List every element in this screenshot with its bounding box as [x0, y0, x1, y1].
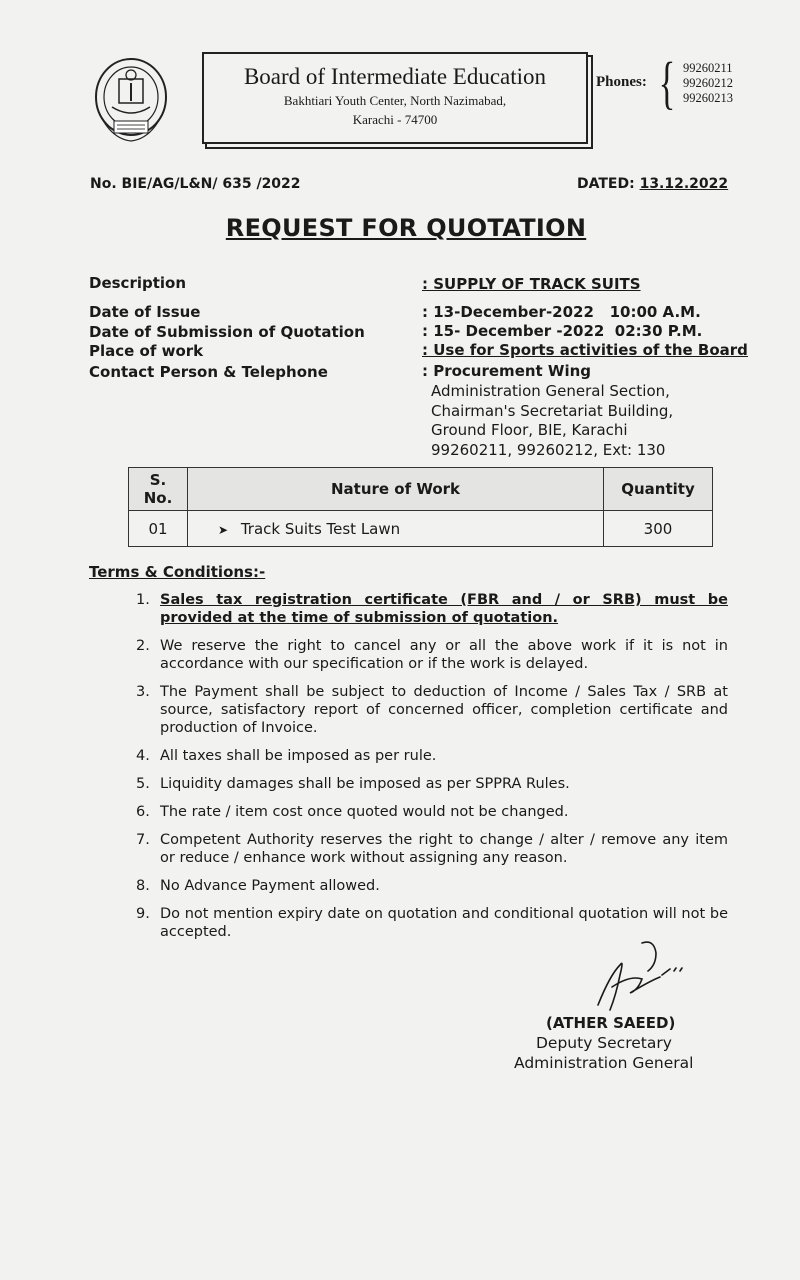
dated-line: [577, 176, 728, 192]
place-of-work-label: Place of work: [89, 342, 204, 360]
description-value: : SUPPLY OF TRACK SUITS: [422, 275, 641, 293]
document-title: REQUEST FOR QUOTATION: [225, 214, 587, 242]
dated-value: 13.12.2022: [639, 176, 729, 192]
organization-address-line-2: Karachi - 74700: [352, 112, 438, 127]
work-description: Track Suits Test Lawn: [240, 519, 401, 538]
organization-address-line-1: Bakhtiari Youth Center, North Nazimabad,: [283, 93, 507, 108]
submission-date-value: : 15- December -2022 02:30 P.M.: [422, 322, 703, 340]
contact-label: Contact Person & Telephone: [89, 363, 328, 381]
phones-label: Phones:: [596, 74, 647, 90]
term-item: 7. Competent Authority reserves the right to change / alter / remove any item or reduce / enhance work without assigning any reason.: [136, 832, 728, 866]
contact-value: : Procurement Wing: [422, 362, 592, 380]
description-label: Description: [89, 274, 187, 292]
submission-date-label: Date of Submission of Quotation: [89, 323, 365, 341]
signatory-department: Administration General: [514, 1054, 694, 1072]
handwritten-signature: [590, 935, 690, 1015]
term-item: 5. Liquidity damages shall be imposed as per SPPRA Rules.: [136, 776, 570, 792]
terms-heading: Terms & Conditions:-: [89, 563, 266, 581]
bullet-arrow-icon: ➤: [218, 522, 229, 537]
contact-address-line: Chairman's Secretariat Building,: [431, 402, 674, 420]
terms-list: [136, 591, 728, 951]
term-item: 3. The Payment shall be subject to deduction of Income / Sales Tax / SRB at source, satisfactory report of concerned officer, completion certificate and production of Invoice.: [136, 684, 728, 736]
letterhead-box: [202, 52, 588, 144]
header-sno: S. No.: [129, 468, 188, 511]
place-of-work-value: : Use for Sports activities of the Board: [422, 341, 748, 359]
table-row: [129, 511, 713, 547]
phone-number: 99260211: [683, 61, 733, 75]
board-seal-logo: [92, 55, 170, 145]
organization-name: Board of Intermediate Education: [243, 64, 547, 89]
table-header-row: [129, 468, 713, 511]
term-item: 8. No Advance Payment allowed.: [136, 878, 380, 894]
cell-nature-of-work: [188, 511, 604, 547]
issue-date-label: Date of Issue: [89, 303, 201, 321]
term-item: 9. Do not mention expiry date on quotation and conditional quotation will not be accepted.: [136, 906, 728, 940]
phones-brace: {: [658, 50, 676, 115]
term-item: 1. Sales tax registration certificate (FBR and / or SRB) must be provided at the time of submission of quotation.: [136, 592, 728, 626]
header-quantity: Quantity: [604, 468, 713, 511]
signatory-title: Deputy Secretary: [536, 1034, 672, 1052]
cell-sno: 01: [129, 511, 188, 547]
term-item: 4. All taxes shall be imposed as per rule.: [136, 748, 437, 764]
phone-number: 99260213: [683, 91, 733, 105]
issue-date-value: : 13-December-2022 10:00 A.M.: [422, 303, 701, 321]
phones-list: [683, 61, 733, 106]
reference-number: No. BIE/AG/L&N/ 635 /2022: [90, 176, 301, 192]
term-item: 6. The rate / item cost once quoted would not be changed.: [136, 804, 569, 820]
phone-number: 99260212: [683, 76, 733, 90]
term-item: 2. We reserve the right to cancel any or all the above work if it is not in accordance with our specification or if the work is delayed.: [136, 638, 728, 672]
cell-quantity: 300: [604, 511, 713, 547]
contact-address-line: Ground Floor, BIE, Karachi: [431, 421, 628, 439]
contact-phone-line: 99260211, 99260212, Ext: 130: [431, 441, 666, 459]
dated-label: DATED:: [577, 176, 635, 192]
contact-address-line: Administration General Section,: [431, 382, 670, 400]
work-table: [128, 467, 713, 547]
header-nature-of-work: Nature of Work: [188, 468, 604, 511]
signatory-name: (ATHER SAEED): [546, 1014, 676, 1032]
